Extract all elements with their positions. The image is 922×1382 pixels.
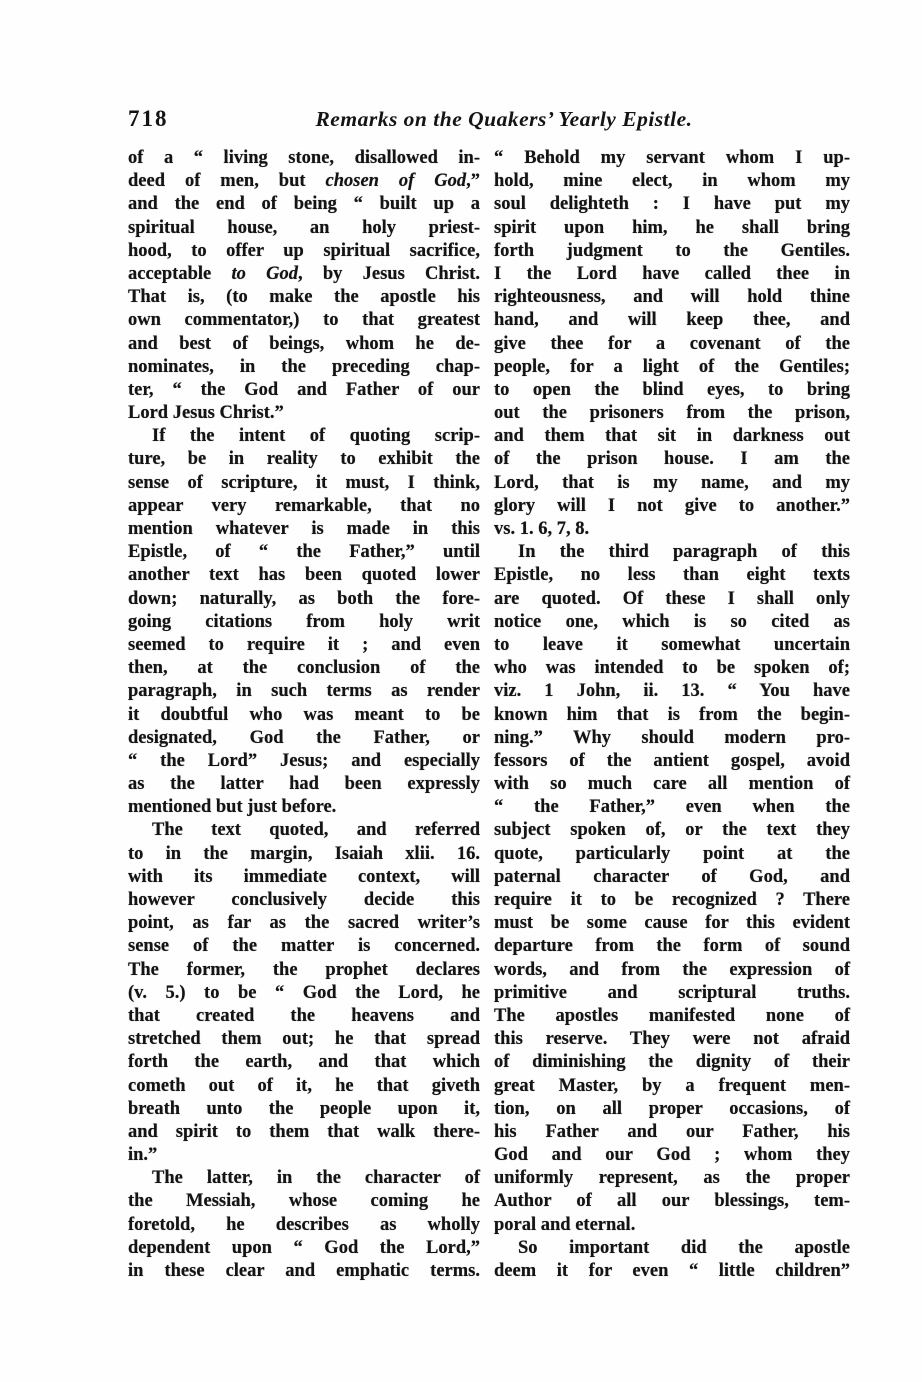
text-line: designated, God the Father, or [128,727,480,748]
text-line: hand, and will keep thee, and [494,310,850,331]
text-line: to open the blind eyes, to bring [494,379,850,400]
text-line: (v. 5.) to be “ God the Lord, he [128,982,480,1003]
text-line: viz. 1 John, ii. 13. “ You have [494,681,850,702]
right-column [494,147,850,1283]
text-line: The apostles manifested none of [494,1005,850,1026]
text-line: this reserve. They were not afraid [494,1029,850,1050]
text-line: and the end of being “ built up a [128,194,480,215]
text-line: his Father and our Father, his [494,1121,850,1142]
text-line: and spirit to them that walk there- [128,1121,480,1142]
page-number: 718 [128,106,169,131]
text-line: “ the Father,” even when the [494,797,850,818]
text-line: The text quoted, and referred [152,820,480,841]
text-line: then, at the conclusion of the [128,658,480,679]
text-line: paragraph, in such terms as render [128,681,480,702]
text-line: going citations from holy writ [128,611,480,632]
text-line: seemed to require it ; and even [128,634,480,655]
text-line: words, and from the expression of [494,959,850,980]
text-line: forth judgment to the Gentiles. [494,240,850,261]
text-line: paternal character of God, and [494,866,850,887]
text-line: who was intended to be spoken of; [494,658,850,679]
text-line: Lord, that is my name, and my [494,472,850,493]
text-line: notice one, which is so cited as [494,611,850,632]
left-column [128,147,480,1283]
text-line: mention whatever is made in this [128,519,480,539]
text-line: stretched them out; he that spread [128,1029,480,1050]
text-line: “ Behold my servant whom I up- [494,148,850,168]
text-line: of a “ living stone, disallowed in- [128,148,480,168]
text-line: that created the heavens and [128,1005,480,1026]
text-line: great Master, by a frequent men- [494,1075,850,1096]
text-line: primitive and scriptural truths. [494,982,850,1003]
text-line: another text has been quoted lower [128,565,480,586]
text-line: acceptable to God, by Jesus Christ. [128,263,480,284]
text-line: poral and eternal. [494,1214,636,1235]
text-line: in.” [128,1145,158,1166]
text-line: I the Lord have called thee in [494,263,850,284]
text-line: own commentator,) to that greatest [128,310,480,331]
text-line: quote, particularly point at the [494,843,850,864]
text-line: In the third paragraph of this [518,542,850,563]
text-line: it doubtful who was meant to be [128,704,480,725]
text-line: known him that is from the begin- [494,704,850,725]
text-line: God and our God ; whom they [494,1145,850,1166]
text-line: tion, on all proper occasions, of [494,1098,850,1119]
text-line: the Messiah, whose coming he [128,1191,480,1212]
text-line: hood, to offer up spiritual sacrifice, [128,240,480,261]
text-line: spiritual house, an holy priest- [128,217,480,238]
text-line: cometh out of it, he that giveth [128,1075,480,1096]
text-line: hold, mine elect, in whom my [494,171,850,192]
text-line: ter, “ the God and Father of our [128,379,480,400]
text-line: people, for a light of the Gentiles; [494,356,850,377]
text-line: The former, the prophet declares [128,959,480,980]
text-line: Author of all our blessings, tem- [494,1191,850,1212]
text-line: The latter, in the character of [152,1168,480,1189]
text-line: uniformly represent, as the proper [494,1168,850,1189]
text-line: Epistle, of “ the Father,” until [128,542,480,563]
text-line: fessors of the antient gospel, avoid [494,750,850,771]
running-title: Remarks on the Quakers’ Yearly Epistle. [315,107,693,131]
text-line: appear very remarkable, that no [128,495,480,516]
text-line: That is, (to make the apostle his [128,287,480,308]
text-line: in these clear and emphatic terms. [128,1261,480,1281]
text-line: however conclusively decide this [128,890,480,910]
page-header [128,106,850,132]
text-line: sense of scripture, it must, I think, [128,472,480,493]
text-line: and them that sit in darkness out [494,426,850,447]
text-line: of the prison house. I am the [494,449,850,470]
text-line: vs. 1. 6, 7, 8. [494,519,590,539]
text-line: forth the earth, and that which [128,1052,480,1073]
text-line: “ the Lord” Jesus; and especially [128,750,480,771]
text-line: to in the margin, Isaiah xlii. 16. [128,843,480,864]
text-line: and best of beings, whom he de- [128,333,480,354]
text-line: point, as far as the sacred writer’s [128,913,480,934]
text-line: breath unto the people upon it, [128,1098,480,1119]
text-line: ture, be in reality to exhibit the [128,449,480,470]
text-line: must be some cause for this evident [494,913,850,934]
text-line: give thee for a covenant of the [494,333,850,354]
text-line: Epistle, no less than eight texts [494,565,850,586]
text-line: deem it for even “ little children” [494,1261,850,1281]
text-line: If the intent of quoting scrip- [152,426,480,447]
text-line: dependent upon “ God the Lord,” [128,1237,480,1258]
text-line: with its immediate context, will [128,866,480,887]
text-line: righteousness, and will hold thine [494,287,850,308]
text-line: So important did the apostle [518,1237,850,1258]
text-line: mentioned but just before. [128,797,337,818]
text-line: Lord Jesus Christ.” [128,403,284,424]
text-line: deed of men, but chosen of God,” [128,171,480,192]
text-columns [128,147,850,1283]
text-line: ning.” Why should modern pro- [494,727,850,748]
text-line: to leave it somewhat uncertain [494,634,850,655]
text-line: out the prisoners from the prison, [494,403,850,424]
text-line: sense of the matter is concerned. [128,936,480,957]
text-line: require it to be recognized ? There [494,890,850,910]
text-line: glory will I not give to another.” [494,495,850,516]
text-line: of diminishing the dignity of their [494,1052,850,1073]
text-line: nominates, in the preceding chap- [128,356,480,377]
text-line: foretold, he describes as wholly [128,1214,480,1235]
text-line: departure from the form of sound [494,936,850,957]
text-line: as the latter had been expressly [128,774,480,795]
text-line: with so much care all mention of [494,774,850,795]
text-line: soul delighteth : I have put my [494,194,850,215]
text-line: spirit upon him, he shall bring [494,217,850,238]
text-line: subject spoken of, or the text they [494,820,850,841]
text-line: down; naturally, as both the fore- [128,588,480,609]
text-line: are quoted. Of these I shall only [494,588,850,609]
